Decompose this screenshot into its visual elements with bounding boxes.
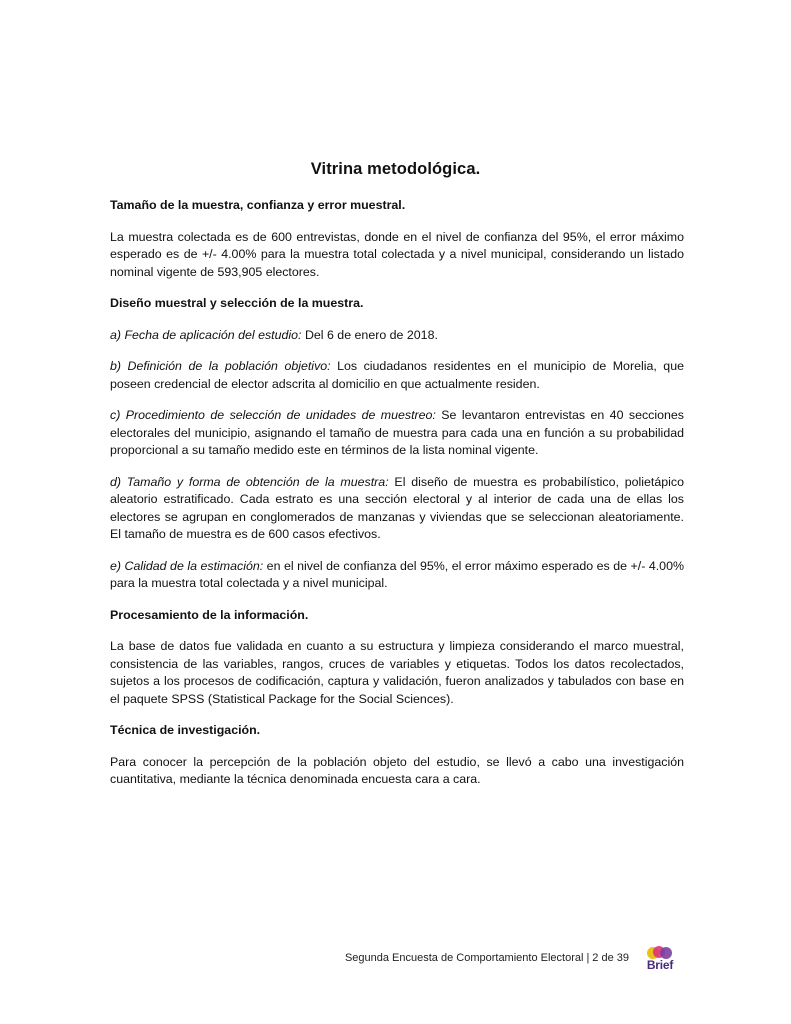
item-lead: e) Calidad de la estimación: xyxy=(110,558,264,573)
list-item-tamano xyxy=(110,474,684,544)
item-lead: c) Procedimiento de selección de unidades de muestreo: xyxy=(110,408,436,422)
brief-logo xyxy=(644,946,676,974)
item-text: Se levantaron entrevistas en 40 secciones electorales del municipio, asignando el tamaño de muestra para cada una en función a su probabilidad proporcional a su tamaño medido este en términos de la lista nominal vigente. xyxy=(110,408,684,457)
item-text: Los ciudadanos residentes en el municipio de Morelia, que poseen credencial de elector adscrita al domicilio en que actualmente residen. xyxy=(110,359,684,391)
list-item-poblacion xyxy=(110,358,684,393)
page-footer xyxy=(0,946,791,976)
document-body xyxy=(110,197,684,803)
item-text: en el nivel de confianza del 95%, el error máximo esperado es de +/- 4.00% para la muestra total colectada y a nivel municipal. xyxy=(110,558,684,590)
paragraph-muestra: La muestra colectada es de 600 entrevistas, donde en el nivel de confianza del 95%, el error máximo esperado es de +/- 4.00% para la muestra total colectada y a nivel municipal, considerando un listado nominal vigente de 593,905 electores. xyxy=(110,229,684,279)
footer-separator: | xyxy=(586,952,590,964)
paragraph-procesamiento: La base de datos fue validada en cuanto a su estructura y limpieza considerando el marco muestral, consistencia de las variables, rangos, cruces de variables y etiquetas. Todos los datos recolectados, sujetos a los procesos de codificación, captura y validación, fueron analizados y tabulados con base en el paquete SPSS (Statistical Package for the Social Sciences). xyxy=(110,639,684,706)
list-item-calidad xyxy=(110,558,684,593)
brief-logo-wordmark: Brief xyxy=(646,958,674,972)
list-item-procedimiento xyxy=(110,407,684,460)
paragraph-tecnica: Para conocer la percepción de la población objeto del estudio, se llevó a cabo una investigación cuantitativa, mediante la técnica denominada encuesta cara a cara. xyxy=(110,754,684,786)
page-title: Vitrina metodológica. xyxy=(310,160,481,178)
footer-document-name: Segunda Encuesta de Comportamiento Electoral xyxy=(344,952,584,964)
item-text: Del 6 de enero de 2018. xyxy=(301,327,438,342)
item-lead: b) Definición de la población objetivo: xyxy=(110,359,331,373)
list-item-fecha xyxy=(110,327,684,345)
section-heading-procesamiento: Procesamiento de la información. xyxy=(110,607,309,622)
footer-page-label: 2 de 39 xyxy=(592,952,629,964)
footer-text xyxy=(345,952,629,964)
item-lead: d) Tamaño y forma de obtención de la muestra: xyxy=(110,474,389,489)
section-heading-diseno: Diseño muestral y selección de la muestra. xyxy=(110,296,364,310)
item-text: El diseño de muestra es probabilístico, polietápico aleatorio estratificado. Cada estrato es una sección electoral y al interior de cada una de ellas los electores se agrupan en conglomerados de manzanas y viviendas que se seleccionan aleatoriamente. El tamaño de muestra es de 600 casos efectivos. xyxy=(110,474,684,541)
section-heading-tecnica: Técnica de investigación. xyxy=(110,723,261,737)
section-heading-muestra: Tamaño de la muestra, confianza y error muestral. xyxy=(110,198,406,212)
item-lead: a) Fecha de aplicación del estudio: xyxy=(110,327,302,342)
